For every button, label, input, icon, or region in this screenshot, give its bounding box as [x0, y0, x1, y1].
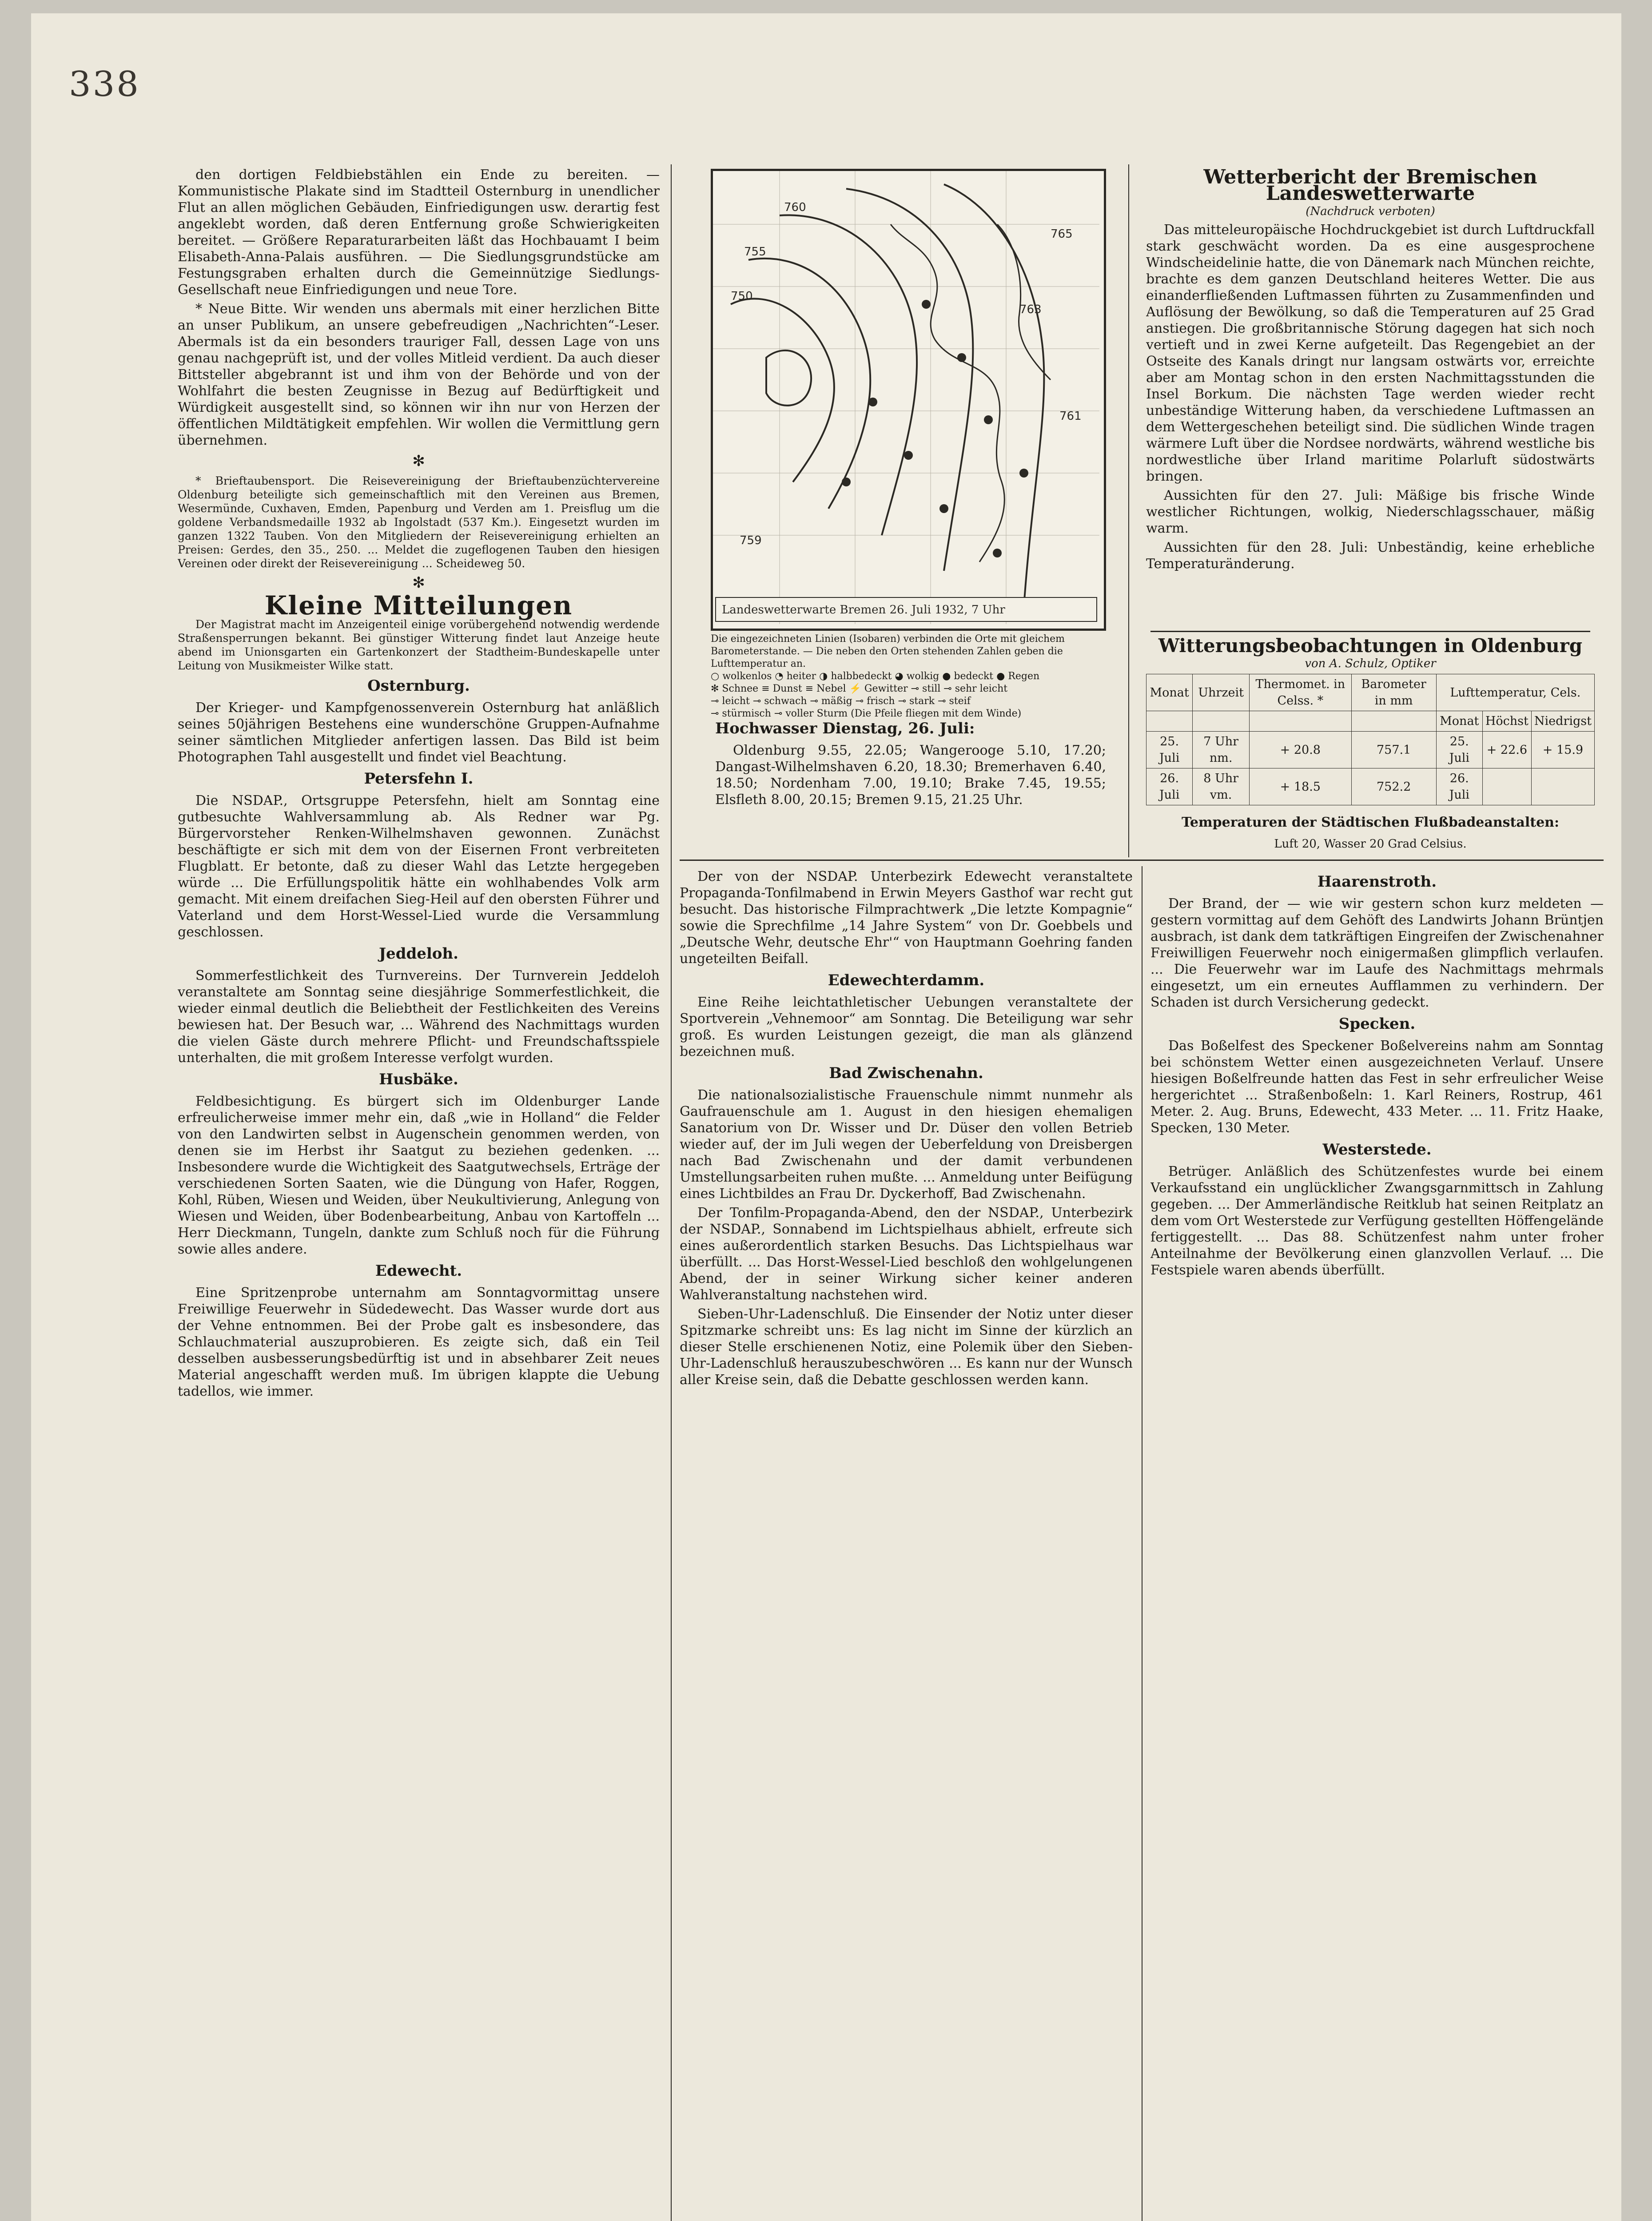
table-header: Thermomet. in Celss. *: [1250, 674, 1351, 711]
left-column: [178, 167, 660, 2221]
legend-row: ⊸ leicht ⊸ schwach ⊸ mäßig ⊸ frisch ⊸ stark ⊸ steif: [711, 696, 971, 707]
section-rule: [1150, 631, 1590, 632]
osternburg-heading: Osternburg.: [367, 677, 470, 695]
column-rule: [1128, 164, 1129, 857]
edewechterdamm-paragraph: Eine Reihe leichtathletischer Uebungen veranstaltete der Sportverein „Vehnemoor“ am Sonntag. Die Beteiligung war sehr groß. Es wurden Leistungen gezeigt, die man als glänzend bezeichnen muß.: [680, 995, 1133, 1059]
table-cell: + 18.5: [1250, 768, 1351, 805]
husbaeke-paragraph: Feldbesichtigung. Es bürgert sich im Oldenburger Lande erfreulicherweise immer mehr ein, daß „wie in Holland“ die Felder von den Landwirten selbst in Augenschein genommen werden, von denen sie im Herbst ihr Saatgut zu beziehen gedenken. ... Insbesondere wurde die Wichtigkeit des Saatgutwechsels, Erträge der verschiedenen Sorten Saaten, wie die Düngung von Hafer, Roggen, Kohl, Rüben, Wiesen und Weiden, über Neukultivierung, Anlegung von Wiesen und Weiden, über Bodenbearbeitung, Anbau von Kartoffeln ... Herr Dieckmann, Tungeln, dankte zum Schluß noch für die Führung sowie alles andere.: [178, 1094, 660, 1257]
table-row: [1146, 768, 1595, 805]
bath-values: Luft 20, Wasser 20 Grad Celsius.: [1274, 837, 1467, 851]
table-header: Höchst: [1482, 711, 1531, 732]
jeddeloh-paragraph: Sommerfestlichkeit des Turnvereins. Der Turnverein Jeddeloh veranstaltete am Sonntag seine diesjährige Sommerfestlichkeit, die wieder einmal deutlich die Beliebtheit der Festlichkeiten des Vereins bewiesen hat. Der Besuch war, ... Während des Nachmittags wurden die vielen Gäste durch mehrere Pflicht- und Freundschaftsspiele unterhalten, die mit großem Interesse verfolgt wurden.: [178, 968, 660, 1066]
table-subheader-row: [1146, 711, 1595, 732]
westerstede-heading: Westerstede.: [1322, 1141, 1432, 1158]
table-cell: 752.2: [1351, 768, 1436, 805]
husbaeke-heading: Husbäke.: [379, 1071, 458, 1088]
zwischenahn-heading: Bad Zwischenahn.: [829, 1064, 983, 1082]
weather-report-body: Das mitteleuropäische Hochdruckgebiet ist durch Luftdruckfall stark geschwächt worden. Da es eine ausgesprochene Windscheidelinie hatte, die von Dänemark nach München reichte, brachte es dem ganzen Deutschland heiteres Wetter. Die aus einanderfließenden Luftmassen führten zu Zusammenfinden und Auflösung der Bewölkung, so daß die Temperaturen auf 25 Grad anstiegen. Die großbritannische Störung dagegen hat sich noch vertieft und in zwei Kerne aufgeteilt. Das Regengebiet an der Ostseite des Kanals dringt nur langsam ostwärts vor, erreichte aber am Montag schon in den ersten Nachmittagsstunden die Insel Borkum. Die nächsten Tage werden wieder recht unbeständige Witterung haben, da verschiedene Luftmassen an dem Wettergeschehen beteiligt sind. Die südlichen Winde tragen wärmere Luft über die Nordsee nordwärts, während westliche bis nordwestliche über Irland maritime Polarluft südostwärts bringen.: [1146, 222, 1595, 484]
table-header: Niedrigst: [1531, 711, 1594, 732]
osternburg-paragraph: Der Krieger- und Kampfgenossenverein Osternburg hat anläßlich seines 50jährigen Bestehens eine wunderschöne Gruppen-Aufnahme seiner sämtlichen Mitglieder anfertigen lassen. Das Bild ist beim Photographen Tahl ausgestellt und findet viel Beachtung.: [178, 700, 660, 765]
page-number: 338: [69, 64, 140, 104]
middle-column: [680, 868, 1133, 2221]
table-cell: + 22.6: [1482, 732, 1531, 768]
table-header: Monat: [1146, 674, 1193, 711]
tonfilm-paragraph: Der Tonfilm-Propaganda-Abend, den der NSDAP., Unterbezirk der NSDAP., Sonnabend im Lichtspielhaus abhielt, erfreute sich eines außerordentlich starken Besuchs. Das Lichtspielhaus war überfüllt. ... Das Horst-Wessel-Lied beschloß den wohlgelungenen Abend, der in seiner Wirkung sicher keiner anderen Wahlveranstaltung nachstehen wird.: [680, 1205, 1133, 1303]
legend-row: ⊸ stürmisch ⊸ voller Sturm (Die Pfeile fliegen mit dem Winde): [711, 708, 1022, 719]
bath-title: Temperaturen der Städtischen Flußbadeanstalten:: [1181, 815, 1560, 830]
table-cell: 26. Juli: [1146, 768, 1193, 805]
legend-row: ✻ Schnee ≡ Dunst ≡ Nebel ⚡ Gewitter ⊸ still ⊸ sehr leicht: [711, 683, 1008, 694]
intro-paragraph: den dortigen Feldbiebstählen ein Ende zu bereiten. — Kommunistische Plakate sind im Stadtteil Osternburg in unendlicher Flut an allen möglichen Gebäuden, Einfriedigungen usw. derartig fest angeklebt worden, daß deren Entfernung große Schwierigkeiten bereitet. — Größere Reparaturarbeiten läßt das Hochbauamt I beim Elisabeth-Anna-Palais ausführen. — Die Siedlungsgrundstücke am Festungsgraben erhalten durch die Gemeinnützige Siedlungs-Gesellschaft neue Einfriedigungen und neue Tore.: [178, 167, 660, 298]
table-header: Lufttemperatur, Cels.: [1436, 674, 1594, 711]
section-rule: [680, 860, 1604, 861]
observations-block: [1146, 637, 1595, 855]
isobar-label: 759: [740, 534, 762, 547]
haarenstroth-heading: Haarenstroth.: [1317, 873, 1437, 891]
table-cell: 7 Uhr nm.: [1193, 732, 1250, 768]
isobar-label: 761: [1059, 410, 1082, 423]
zwischenahn-paragraph: Die nationalsozialistische Frauenschule nimmt nunmehr als Gaufrauenschule am 1. August in den hiesigen ehemaligen Sanatorium von Dr. Wisser und Dr. Düser den vollen Betrieb wieder auf, der im Juli wegen der Ueberfeldung von Dreisbergen nach Bad Zwischenahn und der damit verbundenen Umstellungsarbeiten ruhen mußte. ... Anmeldung unter Beifügung eines Lichtbildes an Frau Dr. Dyckerhoff, Bad Zwischenahn.: [680, 1087, 1133, 1202]
table-cell: + 15.9: [1531, 732, 1594, 768]
hochwasser-text: Oldenburg 9.55, 22.05; Wangerooge 5.10, 17.20; Dangast-Wilhelmshaven 6.20, 18.30; Bremerhaven 6.40, 18.50; Nordenham 7.00, 19.10; Brake 7.45, 19.55; Elsfleth 8.00, 20.15; Bremen 9.15, 21.25 Uhr.: [715, 743, 1106, 808]
isobar-label: 765: [1051, 227, 1073, 241]
specken-heading: Specken.: [1338, 1015, 1416, 1033]
magistrat-paragraph: Der Magistrat macht im Anzeigenteil einige vorübergehend notwendig werdende Straßensperrungen bekannt. Bei günstiger Witterung findet laut Anzeige heute abend im Unionsgarten ein Gartenkonzert der Stadtheim-Bundeskapelle unter Leitung von Musikmeister Wilke statt.: [178, 618, 660, 672]
table-cell: [1531, 768, 1594, 805]
table-cell: 26. Juli: [1436, 768, 1482, 805]
table-row: [1146, 732, 1595, 768]
column-rule: [671, 164, 672, 2221]
weather-report: [1146, 169, 1595, 631]
table-cell: + 20.8: [1250, 732, 1351, 768]
petersfehn-heading: Petersfehn I.: [364, 770, 474, 788]
table-header: Monat: [1436, 711, 1482, 732]
specken-paragraph: Das Boßelfest des Speckener Boßelvereins nahm am Sonntag bei schönstem Wetter einen ausgezeichneten Verlauf. Unsere hiesigen Boßelfreunde hatten das Fest in sehr erfreulicher Weise hergerichtet ... Straßenboßeln: 1. Karl Reiners, Rostrup, 461 Meter. 2. Aug. Bruns, Edewecht, 433 Meter. ... 11. Fritz Haake, Specken, 130 Meter.: [1150, 1038, 1604, 1136]
table-cell: 25. Juli: [1146, 732, 1193, 768]
table-header-row: [1146, 674, 1595, 711]
map-legend: [711, 633, 1106, 720]
newspaper-page: [31, 13, 1621, 2221]
hochwasser-block: [715, 715, 1106, 857]
divider-star: ✻: [412, 574, 425, 592]
isobar-label: 763: [1019, 303, 1042, 316]
westerstede-paragraph: Betrüger. Anläßlich des Schützenfestes wurde bei einem Verkaufsstand ein unglücklicher Zwangsgarnmittsch in Zahlung gegeben. ... Der Ammerländische Reitklub hat seinen Reitplatz an dem vom Ort Westerstede zur Verfügung gestellten Höffengelände fertiggestellt. ... Das 88. Schützenfest nahm unter froher Anteilnahme der Bevölkerung einen glanzvollen Verlauf. ... Die Festspiele waren abends überfüllt.: [1150, 1164, 1604, 1278]
hochwasser-heading: Hochwasser Dienstag, 26. Juli:: [715, 720, 975, 737]
divider-star: ✻: [412, 452, 425, 470]
isobar-label: 750: [731, 290, 753, 303]
brieftauben-paragraph: * Brieftaubensport. Die Reisevereinigung der Brieftaubenzüchtervereine Oldenburg beteiligte sich gemeinschaftlich mit den Vereinen aus Bremen, Wesermünde, Cuxhaven, Emden, Papenburg und Verden am 1. Preisflug um die goldene Verbandsmedaille 1932 ab Ingolstadt (537 Km.). Eingesetzt wurden im ganzen 1322 Tauben. Von den Mitgliedern der Reisevereinigung erhielten an Preisen: Gerdes, den 35., 250. ... Meldet die zugeflogenen Tauben den hiesigen Vereinen oder direkt der Reisevereinigung ... Scheideweg 50.: [178, 474, 660, 570]
bitte-paragraph: * Neue Bitte. Wir wenden uns abermals mit einer herzlichen Bitte an unser Publikum, an unsere gebefreudigen „Nachrichten“-Leser. Abermals ist da ein besonders trauriger Fall, dessen Lage von uns genau nachgeprüft ist, und der volles Mitleid verdient. Da auch dieser Bittsteller abgebrannt ist und ihm von der Behörde und von der Wohlfahrt die besten Zeugnisse in Bezug auf Bedürftigkeit und Würdigkeit ausgestellt sind, so können wir ihn nur von Herzen der öffentlichen Mildtätigkeit empfehlen. Wir wollen die Vermittlung gern übernehmen.: [178, 301, 660, 448]
observations-table: [1146, 674, 1595, 805]
ladenschluss-paragraph: Sieben-Uhr-Ladenschluß. Die Einsender der Notiz unter dieser Spitzmarke schreibt uns: Es lag nicht im Sinne der kürzlich an dieser Stelle erschienenen Notiz, eine Polemik über den Sieben-Uhr-Ladenschluß herauszubeschwören ... Es kann nur der Wunsch aller Kreise sein, daß die Debatte geschlossen werden kann.: [680, 1306, 1133, 1388]
petersfehn-paragraph: Die NSDAP., Ortsgruppe Petersfehn, hielt am Sonntag eine gutbesuchte Wahlversammlung ab. Als Redner war Pg. Bürgervorsteher Renken-Wilhelmshaven gewonnen. Zunächst beschäftigte er sich mit dem von der Eisernen Front verbreiteten Flugblatt. Er betonte, daß zu dieser Wahl das Letzte hergegeben würde ... Die Erfüllungspolitik hätte ein wohlhabendes Volk arm gemacht. Mit einem dreifachen Sieg-Heil auf den obersten Führer und Vaterland und dem Horst-Wessel-Lied wurde die Versammlung geschlossen.: [178, 793, 660, 940]
table-cell: 25. Juli: [1436, 732, 1482, 768]
brand-paragraph: Der Brand, der — wie wir gestern schon kurz meldeten — gestern vormittag auf dem Gehöft des Landwirts Johann Brüntjen ausbrach, ist dank dem tatkräftigen Eingreifen der Zwischenahner Freiwilligen Feuerwehr noch einigermaßen glimpflich verlaufen. ... Die Feuerwehr war im Laufe des Nachmittags mehrmals eingesetzt, um ein erneutes Aufflammen zu verhindern. Der Schaden ist durch Versicherung gedeckt.: [1150, 896, 1604, 1010]
jeddeloh-heading: Jeddeloh.: [378, 945, 459, 963]
outlook-28: Aussichten für den 28. Juli: Unbeständig, keine erhebliche Temperaturänderung.: [1146, 540, 1595, 572]
weather-report-note: (Nachdruck verboten): [1306, 205, 1435, 218]
table-cell: 757.1: [1351, 732, 1436, 768]
table-cell: [1482, 768, 1531, 805]
edewechterdamm-heading: Edewechterdamm.: [828, 971, 985, 989]
table-header: Uhrzeit: [1193, 674, 1250, 711]
weather-map: [711, 169, 1106, 631]
isobar-label: 760: [784, 201, 806, 214]
edewecht-paragraph: Eine Spritzenprobe unternahm am Sonntagvormittag unsere Freiwillige Feuerwehr in Südedewecht. Das Wasser wurde dort aus der Vehne entnommen. Bei der Probe galt es insbesondere, das Schlauchmaterial auszuprobieren. Es zeigte sich, daß ein Teil desselben ausbesserungsbedürftig ist und in absehbarer Zeit neues Material angeschafft werden muß. Im übrigen klappte die Uebung tadellos, wie immer.: [178, 1285, 660, 1399]
edewecht-heading: Edewecht.: [375, 1262, 462, 1280]
isobar-chart: [713, 171, 1099, 624]
right-column: [1150, 868, 1604, 2221]
observations-byline: von A. Schulz, Optiker: [1305, 657, 1436, 670]
weather-report-title: Wetterbericht der Bremischen Landeswetterwarte: [1203, 169, 1537, 205]
map-footer: Landeswetterwarte Bremen 26. Juli 1932, 7 Uhr: [722, 603, 1005, 617]
outlook-27: Aussichten für den 27. Juli: Mäßige bis frische Winde westlicher Richtungen, wolkig, Niederschlagsschauer, mäßig warm.: [1146, 488, 1595, 536]
kleine-mitteilungen-heading: Kleine Mitteilungen: [264, 590, 573, 621]
nsdap-paragraph: Der von der NSDAP. Unterbezirk Edewecht veranstaltete Propaganda-Tonfilmabend in Erwin Meyers Gasthof war recht gut besucht. Das historische Filmprachtwerk „Die letzte Kompagnie“ sowie die Sprechfilme „14 Jahre System“ von Dr. Goebbels und „Deutsche Wehr, deutsche Ehr'“ von Hauptmann Goehring fanden ungeteilten Beifall.: [680, 869, 1133, 967]
legend-row: ○ wolkenlos ◔ heiter ◑ halbbedeckt ◕ wolkig ● bedeckt ● Regen: [711, 671, 1040, 682]
table-header: Barometer in mm: [1351, 674, 1436, 711]
table-cell: 8 Uhr vm.: [1193, 768, 1250, 805]
legend-caption: Die eingezeichneten Linien (Isobaren) verbinden die Orte mit gleichem Barometerstande. — Die neben den Orten stehenden Zahlen geben die Lufttemperatur an.: [711, 633, 1065, 669]
isobar-label: 755: [744, 245, 766, 259]
observations-title: Witterungsbeobachtungen in Oldenburg: [1158, 637, 1583, 657]
